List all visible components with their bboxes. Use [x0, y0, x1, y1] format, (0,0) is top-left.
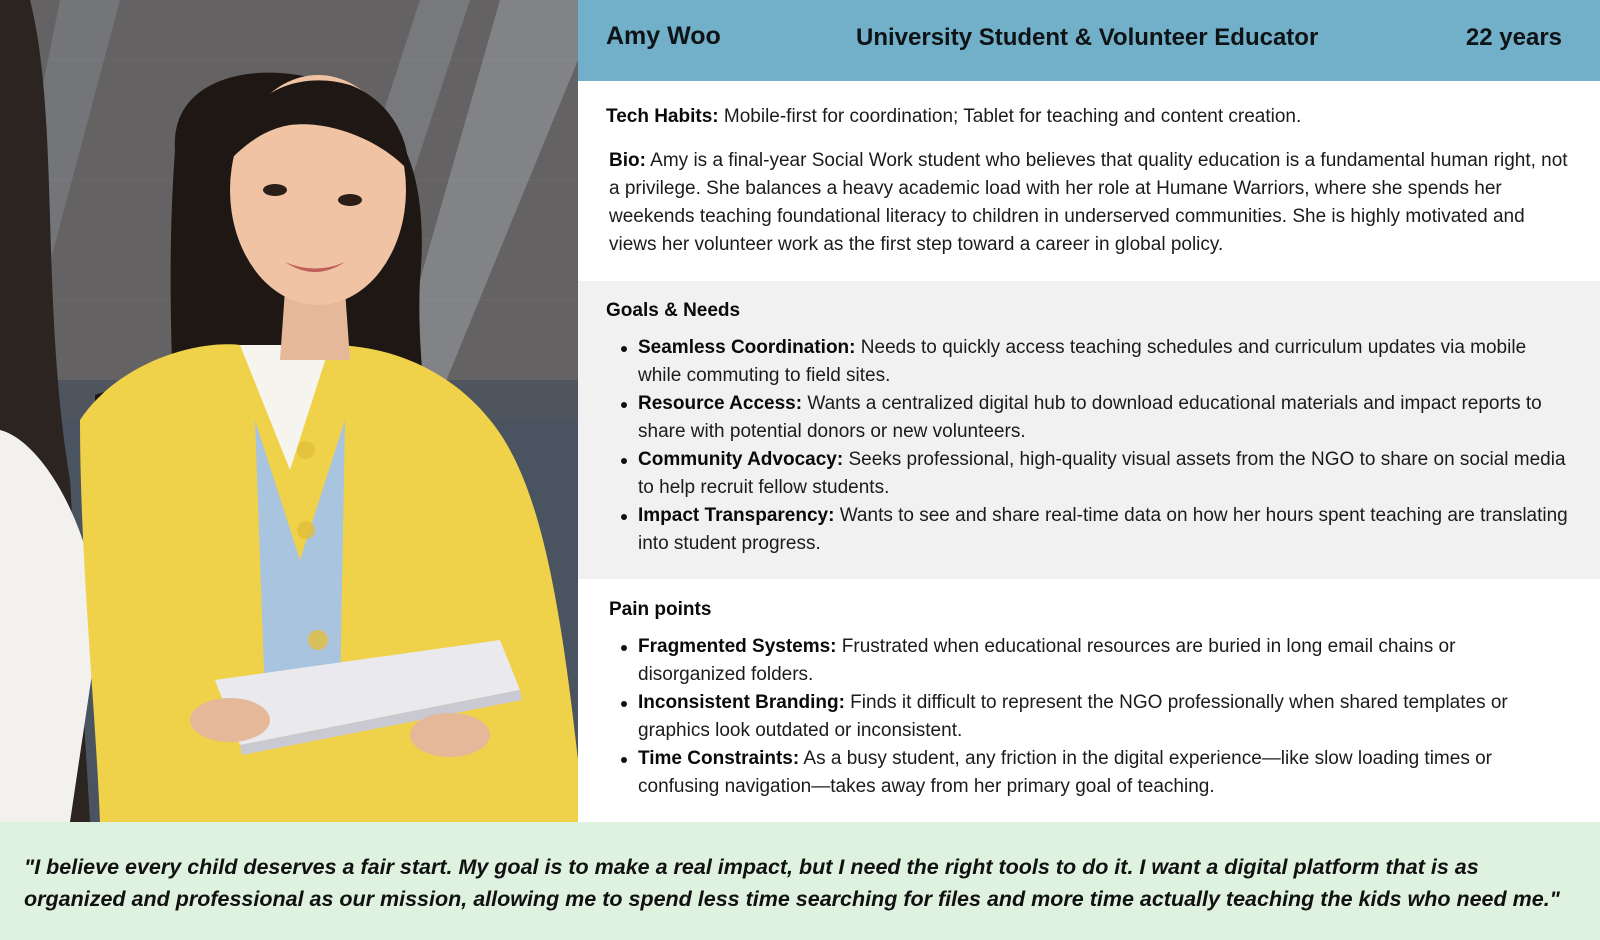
pain-point-text: Frustrated when educational resources are buried in long email chains or disorganized folders. — [638, 636, 1456, 685]
pain-points-section — [578, 579, 1600, 822]
goal-text: Wants a centralized digital hub to download educational materials and impact reports to share with potential donors or new volunteers. — [638, 393, 1542, 442]
goal-item — [638, 390, 1568, 446]
tech-habits-label: Tech Habits: — [606, 106, 719, 127]
pain-point-label: Fragmented Systems: — [638, 636, 837, 657]
tech-habits-text: Mobile-first for coordination; Tablet for teaching and content creation. — [718, 106, 1302, 127]
goal-label: Impact Transparency: — [638, 505, 835, 526]
persona-quote: "I believe every child deserves a fair start. My goal is to make a real impact, but I need the right tools to do it. I want a digital platform that is as organized and professional as our mission, allowing me to spend less time searching for files and more time actually teaching the kids who need me." — [24, 855, 1560, 911]
bio-text: Amy is a final-year Social Work student who believes that quality education is a fundamental human right, not a privilege. She balances a heavy academic load with her role at Humane Warriors, where she spends her weekends teaching foundational literacy to children in underserved communities. She is highly motivated and views her volunteer work as the first step toward a career in global policy. — [609, 150, 1568, 255]
pain-point-text: As a busy student, any friction in the digital experience—like slow loading times or confusing navigation—takes away from her primary goal of teaching. — [638, 748, 1492, 797]
goal-text: Wants to see and share real-time data on how her hours spent teaching are translating into student progress. — [638, 505, 1568, 554]
persona-header — [578, 0, 1600, 81]
persona-photo-illustration — [0, 0, 578, 822]
goal-label: Resource Access: — [638, 393, 803, 414]
quote-banner — [0, 822, 1600, 940]
persona-name: Amy Woo — [606, 22, 721, 50]
tech-habits — [606, 103, 1570, 131]
goal-label: Seamless Coordination: — [638, 337, 856, 358]
goal-item — [638, 334, 1568, 390]
pain-point-label: Time Constraints: — [638, 748, 800, 769]
goal-text: Seeks professional, high-quality visual assets from the NGO to share on social media to help recruit fellow students. — [638, 449, 1566, 498]
bio — [609, 147, 1570, 259]
goal-item — [638, 446, 1568, 502]
persona-photo — [0, 0, 578, 822]
pain-point-label: Inconsistent Branding: — [638, 692, 845, 713]
goal-text: Needs to quickly access teaching schedules and curriculum updates via mobile while commuting to field sites. — [638, 337, 1527, 386]
goals-title: Goals & Needs — [606, 300, 741, 321]
bio-label: Bio: — [609, 150, 646, 171]
goal-item — [638, 502, 1568, 558]
pain-point-text: Finds it difficult to represent the NGO professionally when shared templates or graphics look outdated or inconsistent. — [638, 692, 1508, 741]
pain-point-item — [638, 689, 1568, 745]
intro-section — [578, 81, 1600, 281]
pain-points-title: Pain points — [609, 599, 712, 620]
goals-section — [578, 281, 1600, 579]
persona-role: University Student & Volunteer Educator — [856, 24, 1319, 51]
pain-point-item — [638, 633, 1568, 689]
goal-label: Community Advocacy: — [638, 449, 844, 470]
pain-point-item — [638, 745, 1568, 801]
persona-age: 22 years — [1465, 24, 1562, 51]
pain-points-list — [638, 633, 1568, 801]
goals-list — [638, 334, 1568, 558]
